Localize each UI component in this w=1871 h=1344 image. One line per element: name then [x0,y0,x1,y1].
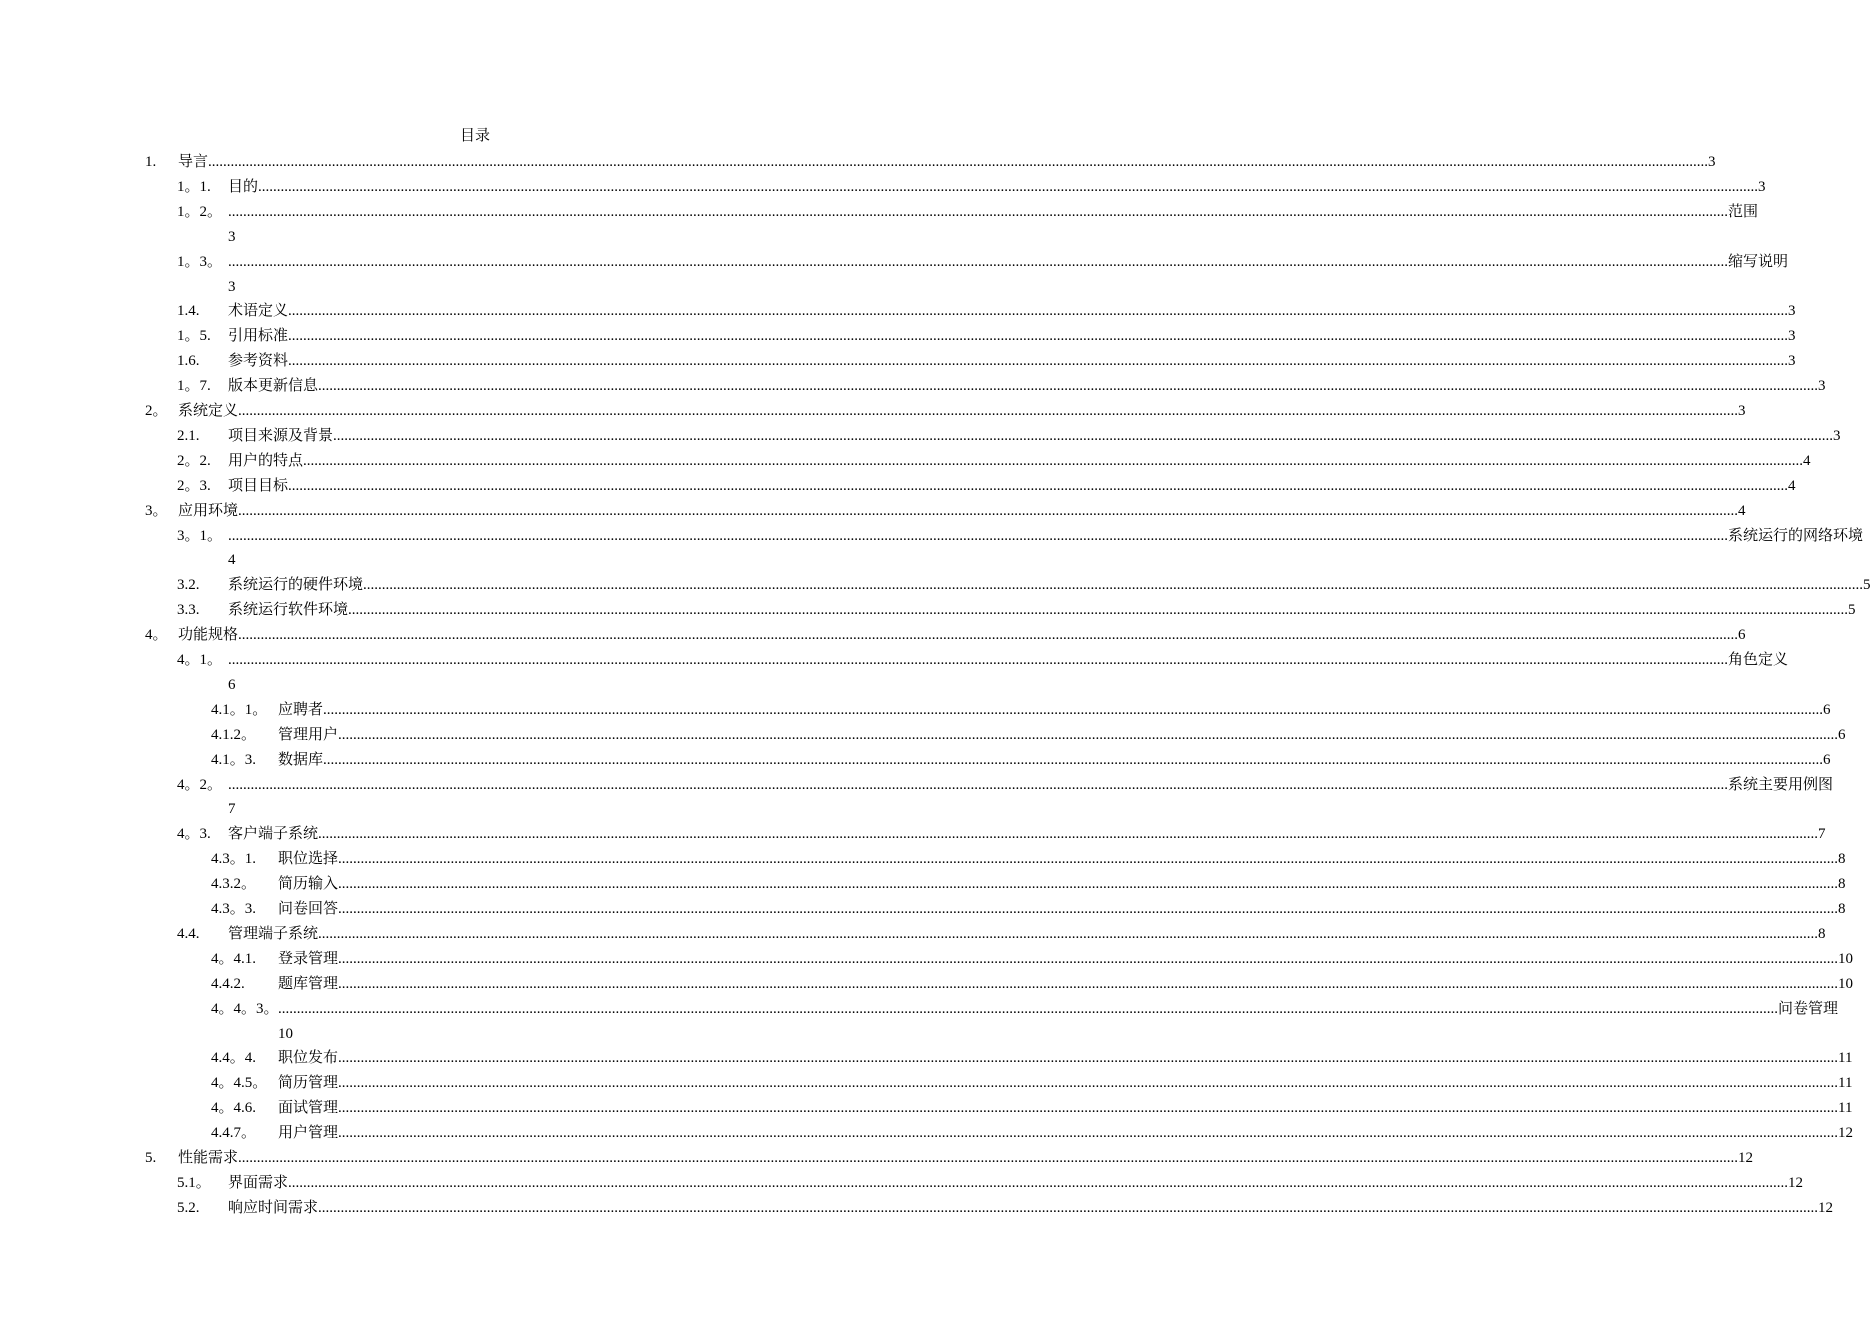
toc-entry-text: 面试管理 [278,1100,339,1117]
toc-entry-page: 6 [1838,726,1846,743]
toc-entry-page: 5 [1848,602,1856,619]
toc-entry-page: 12 [1838,1125,1854,1142]
toc-leader-dots: ................................................................................................................................................................................................................................................................................................................................................................................................................ [228,203,1728,220]
toc-entry-page: 4 [1738,502,1746,519]
toc-leader-dots: ................................................................................................................................................................................................................................................................................................................................................................................................................ [338,1125,1839,1142]
toc-entry[interactable] [177,1196,1834,1221]
toc-leader-dots: ................................................................................................................................................................................................................................................................................................................................................................................................................ [288,328,1789,345]
toc-entry[interactable] [177,573,1871,598]
toc-entry-text: 系统主要用例图 [1728,776,1834,793]
toc-leader-dots: ................................................................................................................................................................................................................................................................................................................................................................................................................ [288,477,1789,494]
toc-leader-dots: ................................................................................................................................................................................................................................................................................................................................................................................................................ [318,1199,1819,1216]
toc-entry-text: 版本更新信息 [228,378,319,395]
toc-entry[interactable] [211,897,1846,922]
toc-leader-dots: ................................................................................................................................................................................................................................................................................................................................................................................................................ [323,701,1824,718]
toc-leader-dots: ................................................................................................................................................................................................................................................................................................................................................................................................................ [348,602,1849,619]
toc-entry-number: 4.3.2。 [211,876,257,893]
toc-entry[interactable] [177,200,1759,225]
toc-entry[interactable] [177,922,1826,947]
toc-entry[interactable] [145,623,1746,648]
toc-entry-number: 2。 [145,403,168,419]
toc-entry-text: 问卷回答 [278,901,339,917]
toc-leader-dots: ................................................................................................................................................................................................................................................................................................................................................................................................................ [333,427,1834,444]
toc-entry-page: 6 [1823,751,1831,768]
toc-entry[interactable] [177,299,1796,324]
toc-entry-number: 1. [145,154,157,170]
toc-entry-text: 客户端子系统 [228,826,319,843]
toc-entry-text: 性能需求 [178,1150,239,1166]
toc-entry-number: 3。 [145,502,168,519]
toc-entry-number: 1。1. [177,178,211,195]
toc-leader-dots: ................................................................................................................................................................................................................................................................................................................................................................................................................ [278,1000,1778,1017]
toc-entry[interactable] [177,449,1811,474]
toc-entry-number: 4.3。1. [211,851,257,868]
toc-entry-text: 项目来源及背景 [228,427,334,444]
toc-leader-dots: ................................................................................................................................................................................................................................................................................................................................................................................................................ [288,353,1789,370]
toc-entry-page: 7 [1818,826,1826,843]
toc-entry[interactable] [177,250,1789,275]
toc-entry-text: 术语定义 [228,303,289,320]
toc-entry-text: 用户管理 [278,1125,339,1142]
toc-leader-dots: ................................................................................................................................................................................................................................................................................................................................................................................................................ [338,851,1839,868]
toc-entry-text: 项目目标 [228,477,289,494]
toc-entry[interactable] [177,773,1834,798]
toc-entry-page: 6 [1738,627,1746,644]
toc-entry-page: 12 [1788,1174,1804,1191]
toc-entry[interactable] [177,524,1864,549]
toc-entry-number: 5. [145,1150,157,1166]
toc-entry[interactable] [145,150,1716,175]
toc-entry-page: 6 [1823,701,1831,718]
toc-entry-number: 4.4。4. [211,1050,257,1067]
toc-entry-number: 2。2. [177,452,211,469]
toc-entry-page: 8 [1838,901,1846,917]
toc-leader-dots: ................................................................................................................................................................................................................................................................................................................................................................................................................ [338,901,1839,917]
toc-entry-text: 简历输入 [278,876,339,893]
toc-entry-page: 3 [1788,328,1796,345]
toc-entry-text: 题库管理 [278,975,339,992]
toc-entry-page: 11 [1838,1050,1853,1067]
toc-entry-text: 管理用户 [278,726,339,743]
toc-entry-page: 4 [1788,477,1796,494]
toc-entry[interactable] [211,723,1846,748]
toc-entry-page: 11 [1838,1075,1853,1092]
toc-leader-dots: ................................................................................................................................................................................................................................................................................................................................................................................................................ [238,403,1739,419]
toc-entry-text: 系统运行的网络环境 [1728,527,1864,544]
toc-entry-number: 1。2。 [177,203,223,220]
toc-leader-dots: ................................................................................................................................................................................................................................................................................................................................................................................................................ [228,527,1728,544]
toc-entry-number: 5.2. [177,1199,200,1216]
toc-entry-page: 8 [1838,851,1846,868]
toc-entry-number: 4.4.7。 [211,1125,257,1142]
toc-leader-dots: ................................................................................................................................................................................................................................................................................................................................................................................................................ [338,726,1839,743]
toc-entry-number: 4.3。3. [211,901,257,917]
toc-entry-number: 1。5. [177,328,211,345]
toc-entry-text: 问卷管理 [1778,1000,1839,1017]
toc-entry-page: 5 [1863,577,1871,594]
toc-entry[interactable] [211,1121,1854,1146]
toc-entry[interactable] [177,324,1796,349]
toc-entry-number: 4.4. [177,925,200,942]
toc-entry-page: 11 [1838,1100,1853,1117]
toc-entry-text: 应聘者 [278,701,324,718]
toc-leader-dots: ................................................................................................................................................................................................................................................................................................................................................................................................................ [258,178,1759,195]
toc-entry-text: 响应时间需求 [228,1199,319,1216]
toc-leader-dots: ................................................................................................................................................................................................................................................................................................................................................................................................................ [208,154,1709,170]
toc-leader-dots: ................................................................................................................................................................................................................................................................................................................................................................................................................ [338,950,1839,967]
toc-entry-number: 4.1.2。 [211,726,257,743]
toc-entry[interactable] [177,598,1856,623]
toc-entry-number: 1.4. [177,303,200,320]
toc-entry[interactable] [211,748,1831,773]
toc-leader-dots: ................................................................................................................................................................................................................................................................................................................................................................................................................ [228,776,1728,793]
toc-entry-text: 引用标准 [228,328,289,345]
toc-leader-dots: ................................................................................................................................................................................................................................................................................................................................................................................................................ [303,452,1804,469]
toc-entry-page: 8 [1818,925,1826,942]
toc-entry-text: 功能规格 [178,627,239,644]
toc-entry-page: 10 [1838,950,1854,967]
toc-entry[interactable] [177,474,1796,499]
toc-entry-page: 3 [1708,154,1716,170]
toc-entry-page: 3 [1788,353,1796,370]
toc-leader-dots: ................................................................................................................................................................................................................................................................................................................................................................................................................ [323,751,1824,768]
toc-leader-dots: ................................................................................................................................................................................................................................................................................................................................................................................................................ [288,1174,1789,1191]
toc-entry-page: 3 [1738,403,1746,419]
toc-leader-dots: ................................................................................................................................................................................................................................................................................................................................................................................................................ [318,378,1819,395]
toc-entry[interactable] [211,698,1831,723]
toc-entry-number: 4。4.1. [211,950,257,967]
toc-entry-text: 界面需求 [228,1174,289,1191]
toc-entry[interactable] [145,399,1746,424]
toc-entry-page: 4 [228,552,236,569]
toc-entry-page: 3 [1833,427,1841,444]
toc-entry-page: 12 [1818,1199,1834,1216]
toc-leader-dots: ................................................................................................................................................................................................................................................................................................................................................................................................................ [338,1050,1839,1067]
toc-entry-number: 5.1。 [177,1174,211,1191]
toc-entry-page: 4 [1803,452,1811,469]
toc-entry-number: 1。7. [177,378,211,395]
toc-leader-dots: ................................................................................................................................................................................................................................................................................................................................................................................................................ [228,652,1728,668]
toc-entry-number: 4。1。 [177,652,223,668]
toc-entry-text: 导言 [178,154,209,170]
toc-entry[interactable] [177,822,1826,847]
toc-entry-text: 简历管理 [278,1075,339,1092]
toc-leader-dots: ................................................................................................................................................................................................................................................................................................................................................................................................................ [338,975,1839,992]
toc-entry-text: 登录管理 [278,950,339,967]
toc-entry-text: 系统运行的硬件环境 [228,577,364,594]
toc-entry-number: 4。4.5。 [211,1075,268,1092]
toc-entry-number: 4。3. [177,826,211,843]
toc-entry[interactable] [177,374,1826,399]
toc-entry[interactable] [211,1071,1853,1096]
toc-entry-text: 缩写说明 [1728,253,1789,270]
toc-entry-number: 1。3。 [177,253,223,270]
toc-entry-number: 3.2. [177,577,200,594]
toc-entry[interactable] [177,1171,1804,1196]
toc-entry[interactable] [177,424,1841,449]
toc-entry-page: 3 [1758,178,1766,195]
toc-leader-dots: ................................................................................................................................................................................................................................................................................................................................................................................................................ [338,876,1839,893]
toc-entry-page: 3 [1788,303,1796,320]
toc-entry[interactable] [211,972,1854,997]
toc-entry[interactable] [177,349,1796,374]
toc-entry-text: 管理端子系统 [228,925,319,942]
toc-entry-page: 3 [228,228,236,245]
toc-entry-number: 3.3. [177,602,200,619]
toc-entry-number: 4。2。 [177,776,223,793]
toc-entry-page: 10 [278,1025,293,1042]
toc-entry-number: 4。4。3。 [211,1000,279,1017]
toc-entry-text: 范围 [1728,203,1759,220]
toc-entry-number: 4.1。3. [211,751,257,768]
toc-leader-dots: ................................................................................................................................................................................................................................................................................................................................................................................................................ [238,502,1739,519]
toc-entry[interactable] [177,175,1766,200]
toc-entry-text: 用户的特点 [228,452,304,469]
toc-entry-page: 12 [1738,1150,1754,1166]
toc-entry[interactable] [211,1046,1853,1071]
toc-entry-number: 4.1。1。 [211,701,268,718]
toc-entry-text: 角色定义 [1728,652,1789,668]
toc-entry-text: 应用环境 [178,502,239,519]
toc-leader-dots: ................................................................................................................................................................................................................................................................................................................................................................................................................ [238,627,1739,644]
toc-leader-dots: ................................................................................................................................................................................................................................................................................................................................................................................................................ [318,826,1819,843]
toc-entry-text: 职位发布 [278,1050,339,1067]
toc-title: 目录 [459,128,490,144]
toc-entry-text: 职位选择 [278,851,339,868]
toc-entry-number: 4。4.6. [211,1100,257,1117]
toc-leader-dots: ................................................................................................................................................................................................................................................................................................................................................................................................................ [228,253,1728,270]
toc-entry-page: 6 [228,676,236,693]
toc-entry[interactable] [177,648,1789,673]
toc-entry[interactable] [145,1146,1754,1171]
toc-entry-number: 4。 [145,627,168,644]
toc-entry[interactable] [211,947,1854,972]
toc-entry-text: 参考资料 [228,353,289,370]
toc-leader-dots: ................................................................................................................................................................................................................................................................................................................................................................................................................ [318,925,1819,942]
toc-entry-number: 1.6. [177,353,200,370]
toc-entry-number: 2。3. [177,477,211,494]
toc-entry-page: 10 [1838,975,1854,992]
toc-entry-text: 系统运行软件环境 [228,602,349,619]
toc-entry-text: 系统定义 [178,403,239,419]
toc-entry-page: 3 [228,278,236,295]
toc-entry-text: 目的 [228,178,259,195]
toc-entry-page: 7 [228,801,236,818]
toc-entry[interactable] [211,847,1846,872]
toc-leader-dots: ................................................................................................................................................................................................................................................................................................................................................................................................................ [338,1100,1839,1117]
toc-leader-dots: ................................................................................................................................................................................................................................................................................................................................................................................................................ [338,1075,1839,1092]
toc-entry-page: 3 [1818,378,1826,395]
toc-entry[interactable] [211,1096,1853,1121]
toc-entry-number: 4.4.2. [211,975,245,992]
toc-entry-number: 3。1。 [177,527,223,544]
toc-leader-dots: ................................................................................................................................................................................................................................................................................................................................................................................................................ [238,1150,1739,1166]
toc-entry[interactable] [211,872,1846,897]
toc-leader-dots: ................................................................................................................................................................................................................................................................................................................................................................................................................ [288,303,1789,320]
toc-entry[interactable] [145,499,1746,524]
toc-entry-page: 8 [1838,876,1846,893]
toc-entry-text: 数据库 [278,751,324,768]
toc-entry[interactable] [211,997,1839,1022]
toc-entry-number: 2.1. [177,427,200,444]
toc-leader-dots: ................................................................................................................................................................................................................................................................................................................................................................................................................ [363,577,1864,594]
